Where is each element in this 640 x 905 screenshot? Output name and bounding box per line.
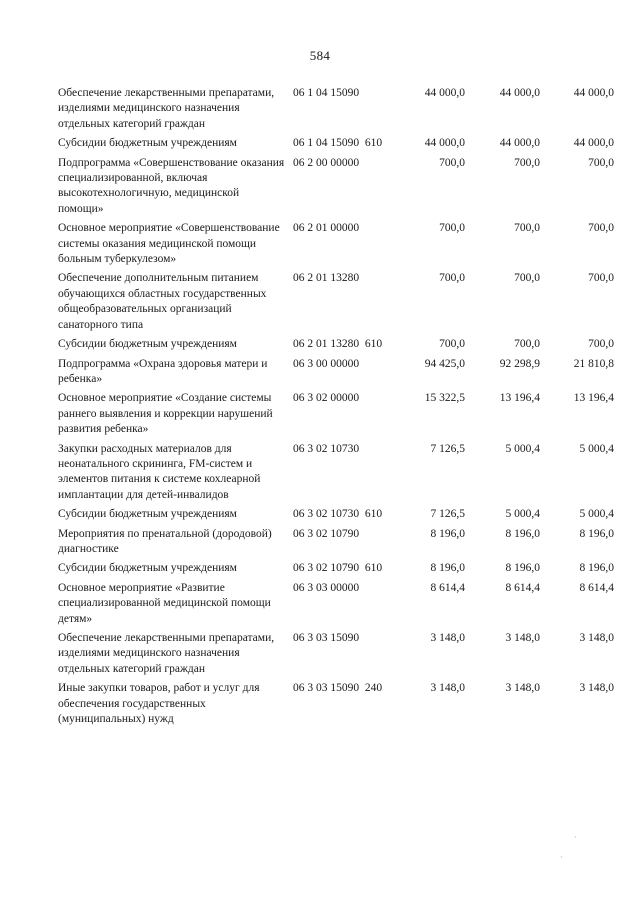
row-amount-year-1: 44 000,0 (424, 87, 465, 99)
row-amount-year-2: 13 196,4 (499, 392, 540, 405)
row-amount-year-3: 44 000,0 (573, 87, 614, 99)
table-row (58, 391, 628, 437)
row-code: 06 3 00 00000 (293, 357, 360, 370)
row-amount-year-2: 700,0 (514, 272, 540, 285)
table-row (58, 156, 628, 218)
row-name: Основное мероприятие «Совершенствование системы оказания медицинской помощи больным туберкулезом» (58, 222, 280, 266)
row-name: Субсидии бюджетным учреждениям (58, 508, 237, 521)
row-code: 06 2 00 00000 (293, 156, 360, 169)
row-amount-year-1: 700,0 (439, 338, 465, 351)
row-amount-year-3: 700,0 (588, 272, 614, 285)
row-name: Субсидии бюджетным учреждениям (58, 562, 237, 575)
row-name: Субсидии бюджетным учреждениям (58, 137, 237, 150)
row-amount-year-3: 8 614,4 (579, 581, 614, 594)
row-amount-year-1: 7 126,5 (430, 508, 465, 521)
row-name: Закупки расходных материалов для неонатального скрининга, FM-систем и элементов питания к системе кохлеарной имплантации для детей-инвалидов (58, 442, 261, 501)
table-row (58, 507, 628, 522)
row-amount-year-3: 700,0 (588, 222, 614, 235)
row-amount-year-3: 8 196,0 (579, 527, 614, 540)
row-code: 06 3 02 10790 (293, 527, 360, 540)
row-code: 06 3 02 10790 610 (293, 562, 383, 575)
budget-table (58, 86, 628, 731)
scan-speck: · (560, 853, 563, 862)
row-code: 06 1 04 15090 (293, 87, 360, 99)
row-amount-year-2: 700,0 (514, 338, 540, 351)
row-amount-year-1: 700,0 (439, 156, 465, 169)
row-amount-year-2: 92 298,9 (499, 357, 540, 370)
table-row (58, 337, 628, 352)
row-name: Обеспечение лекарственными препаратами, изделиями медицинского назначения отдельных категорий граждан (58, 632, 275, 675)
row-code: 06 2 01 13280 (293, 272, 360, 285)
row-amount-year-1: 94 425,0 (424, 357, 465, 370)
table-row (58, 221, 628, 267)
table-row (58, 136, 628, 151)
table-row (58, 561, 628, 576)
row-amount-year-2: 5 000,4 (505, 508, 540, 521)
table-row (58, 442, 628, 504)
row-amount-year-3: 700,0 (588, 156, 614, 169)
row-amount-year-2: 44 000,0 (499, 87, 540, 99)
row-code: 06 2 01 00000 (293, 222, 360, 235)
row-amount-year-2: 3 148,0 (505, 632, 540, 644)
row-code: 06 3 03 15090 (293, 632, 360, 644)
row-name: Подпрограмма «Охрана здоровья матери и ребенка» (58, 357, 268, 385)
scan-speck: · (574, 833, 577, 842)
row-code: 06 3 03 00000 (293, 581, 360, 594)
table-row (58, 527, 628, 558)
row-code: 06 3 02 00000 (293, 392, 360, 405)
row-amount-year-2: 3 148,0 (505, 682, 540, 695)
row-amount-year-2: 44 000,0 (499, 137, 540, 150)
page-number: 584 (309, 48, 331, 63)
row-name: Субсидии бюджетным учреждениям (58, 338, 237, 351)
row-name: Обеспечение лекарственными препаратами, изделиями медицинского назначения отдельных категорий граждан (58, 87, 275, 130)
table-row (58, 86, 628, 132)
row-amount-year-1: 700,0 (439, 272, 465, 285)
table-row (58, 581, 628, 627)
table-row (58, 357, 628, 388)
row-name: Подпрограмма «Совершенствование оказания специализированной, включая высокотехнологичную, медицинской помощи» (58, 156, 285, 215)
row-name: Основное мероприятие «Развитие специализированной медицинской помощи детям» (58, 581, 271, 625)
row-code: 06 3 03 15090 240 (293, 682, 383, 695)
row-amount-year-1: 3 148,0 (430, 682, 465, 695)
row-name: Иные закупки товаров, работ и услуг для обеспечения государственных (муниципальных) нужд (58, 682, 260, 726)
table-row (58, 271, 628, 333)
row-amount-year-3: 21 810,8 (573, 357, 614, 370)
row-name: Обеспечение дополнительным питанием обучающихся областных государственных общеобразовательных организаций санаторного типа (58, 272, 267, 331)
row-amount-year-3: 44 000,0 (573, 137, 614, 150)
row-amount-year-3: 3 148,0 (579, 632, 614, 644)
row-amount-year-1: 700,0 (439, 222, 465, 235)
row-amount-year-3: 700,0 (588, 338, 614, 351)
row-code: 06 3 02 10730 610 (293, 508, 383, 521)
row-amount-year-2: 700,0 (514, 222, 540, 235)
row-amount-year-1: 8 196,0 (430, 527, 465, 540)
row-amount-year-1: 8 614,4 (430, 581, 465, 594)
row-amount-year-3: 13 196,4 (573, 392, 614, 405)
row-amount-year-1: 15 322,5 (424, 392, 465, 405)
row-amount-year-2: 8 196,0 (505, 527, 540, 540)
row-amount-year-2: 8 196,0 (505, 562, 540, 575)
row-name: Основное мероприятие «Создание системы раннего выявления и коррекции нарушений развития ребенка» (58, 392, 273, 436)
row-code: 06 2 01 13280 610 (293, 338, 383, 351)
row-amount-year-1: 7 126,5 (430, 442, 465, 455)
row-amount-year-3: 5 000,4 (579, 442, 614, 455)
row-code: 06 3 02 10730 (293, 442, 360, 455)
row-amount-year-3: 5 000,4 (579, 508, 614, 521)
row-code: 06 1 04 15090 610 (293, 137, 383, 150)
row-amount-year-1: 8 196,0 (430, 562, 465, 575)
row-amount-year-2: 5 000,4 (505, 442, 540, 455)
row-amount-year-1: 44 000,0 (424, 137, 465, 150)
row-amount-year-2: 8 614,4 (505, 581, 540, 594)
row-amount-year-1: 3 148,0 (430, 632, 465, 644)
table-row (58, 631, 628, 677)
row-name: Мероприятия по пренатальной (дородовой) диагностике (58, 527, 272, 555)
row-amount-year-2: 700,0 (514, 156, 540, 169)
table-row (58, 681, 628, 727)
row-amount-year-3: 3 148,0 (579, 682, 614, 695)
row-amount-year-3: 8 196,0 (579, 562, 614, 575)
